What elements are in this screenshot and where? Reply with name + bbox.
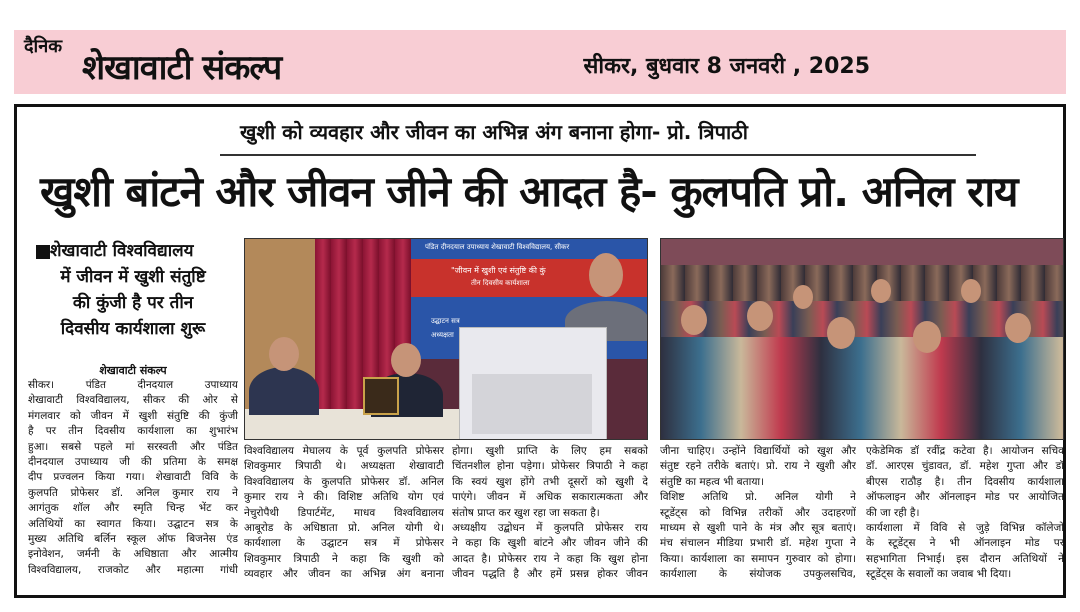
audience-row (661, 337, 1064, 440)
text-line: स्टूडेंट्स के सवालों का जवाब भी दिया। (866, 568, 1012, 581)
text-line: आगंतुक शॉल और स्मृति चिन्ह भेंट कर (28, 502, 238, 515)
text-line: ने कहा कि खुशी बांटने और जीवन जीने की (452, 537, 648, 550)
text-line: आदत है। प्रोफेसर राय ने कहा कि खुश होना (452, 552, 648, 565)
text-line: की जा रही है। (866, 506, 920, 519)
text-line: संतोष प्राप्त कर खुश रहा जा सकता है। (452, 506, 600, 519)
text-line: के स्टूडेंट्स ने भी ऑनलाइन मोड पर (866, 537, 1064, 550)
kicker-divider (220, 154, 976, 156)
text-line: अध्यक्षीय उद्बोधन में कुलपति प्रोफेसर राय (452, 521, 648, 534)
text-line: विशिष्ट अतिथि प्रो. अनिल योगी ने (660, 491, 856, 504)
subhead-line: में जीवन में खुशी संतुष्टि (60, 267, 206, 287)
masthead-small-title: दैनिक (24, 36, 63, 57)
text-line: संतुष्टि का महत्व भी बताया। (660, 475, 765, 488)
text-line: शिवकुमार त्रिपाठी थे। अध्यक्षता शेखावाटी (244, 460, 444, 473)
article-column-4 (660, 444, 856, 583)
text-line: कार्यशाला के संयोजक उपकुलसचिव, (660, 568, 856, 581)
article-kicker: खुशी को व्यवहार और जीवन का अभिन्न अंग बनाना होगा- प्रो. त्रिपाठी (240, 120, 748, 144)
text-line: विश्वविद्यालय, राजकोट और महात्मा गांधी (28, 563, 238, 576)
subhead-line: दिवसीय कार्यशाला शुरू (60, 319, 206, 339)
text-line: है पर तीन दिवसीय कार्यशाला का शुभारंभ (28, 425, 238, 438)
guest-head (269, 337, 299, 371)
article-column-3 (452, 444, 648, 583)
text-line: पाएंगे। जीवन में अधिक सकारात्मकता और (452, 491, 648, 504)
text-line: कुमार राय ने की। विशिष्ट अतिथि योग एवं (244, 491, 444, 504)
audience-row (661, 265, 1064, 305)
text-line: जीवन पद्धति है और हमें प्रसन्न होकर जीवन (452, 568, 648, 581)
text-line: मंच संचालन मीडिया प्रभारी डॉ. महेश गुप्ता ने (660, 537, 856, 550)
text-line: नेचुरोपैथी डिपार्टमेंट, माधव विश्वविद्यालय (244, 506, 444, 519)
article-column-5 (866, 444, 1064, 583)
masthead (14, 30, 1066, 94)
text-line: चिंतनशील होना पड़ेगा। प्रोफेसर त्रिपाठी ने कहा (452, 460, 648, 473)
text-line: विश्वविद्यालय के कुलपति प्रोफेसर डॉ. अनिल (244, 475, 444, 488)
text-line: मुख्य अतिथि बर्लिन स्कूल ऑफ बिजनेस एंड (28, 532, 238, 545)
text-line: कुलपति प्रोफेसर डॉ. अनिल कुमार राय ने (28, 486, 238, 499)
text-line: मंगलवार को जीवन में खुशी संतुष्टि की कुंजी (28, 409, 238, 422)
dateline: सीकर, बुधवार 8 जनवरी , 2025 (583, 54, 870, 79)
article-headline: खुशी बांटने और जीवन जीने की आदत है- कुलपति प्रो. अनिल राय (40, 167, 1018, 216)
text-line: कार्यशाला में विवि से जुड़े विभिन्न कॉलेजों (866, 521, 1064, 534)
text-line: दीनदयाल उपाध्याय जी की प्रतिमा के समक्ष (28, 455, 238, 468)
text-line: कि स्वयं खुश होंगे तभी दूसरों को खुशी दे (452, 475, 648, 488)
stage-photo (244, 238, 648, 440)
text-line: स्टूडेंट्स को विभिन्न तरीकों और उदाहरणों (660, 506, 856, 519)
guest-head (391, 343, 421, 377)
podium (459, 327, 607, 440)
text-line: बीएस राठौड़ है। तीन दिवसीय कार्यशाला (866, 475, 1064, 488)
text-line: जीना चाहिए। उन्होंने विद्यार्थियों को खुश और (660, 445, 856, 457)
article-column-1 (28, 378, 238, 578)
text-line: विश्वविद्यालय मेघालय के पूर्व कुलपति प्रोफेसर (244, 445, 444, 457)
text-line: आबूरोड के अधिष्ठाता प्रो. अनिल योगी थे। (244, 521, 444, 534)
audience-photo (660, 238, 1064, 440)
text-line: माध्यम से खुशी पाने के मंत्र और सूत्र बताएं। (660, 521, 856, 534)
text-line: कार्यशाला के उद्घाटन सत्र में प्रोफेसर (244, 537, 444, 550)
text-line: अतिथियों का स्वागत किया। उद्घाटन सत्र के (28, 517, 238, 530)
screen-text: तीन दिवसीय कार्यशाला (471, 279, 530, 287)
screen-text: पंडित दीनदयाल उपाध्याय शेखावाटी विश्वविद्यालय, सीकर (425, 243, 570, 251)
audience-row (661, 301, 1064, 341)
newspaper-name: शेखावाटी संकल्प (82, 48, 282, 88)
seated-guest (249, 367, 319, 415)
text-line: एकेडेमिक डॉ रवींद्र कटेवा है। आयोजन सचिव (866, 445, 1064, 457)
text-line: सीकर। पंडित दीनदयाल उपाध्याय (28, 379, 238, 391)
text-line: इनोवेशन, जर्मनी के अधिष्ठाता और आत्मीय (28, 548, 238, 561)
article-column-2 (244, 444, 444, 583)
text-line: सहभागिता निभाई। इस दौरान अतिथियों ने (866, 552, 1064, 565)
subhead-line: शेखावाटी विश्वविद्यालय (50, 241, 194, 261)
text-line: हुआ। सबसे पहले मां सरस्वती और पंडित (28, 440, 238, 453)
subhead-block (28, 238, 238, 358)
text-line: होगा। खुशी प्राप्ति के लिए हम सबको (452, 445, 648, 457)
byline: शेखावाटी संकल्प (99, 364, 167, 377)
text-line: किया। कार्यशाला का समापन गुरुवार को होगा। (660, 552, 856, 565)
memento-frame (363, 377, 399, 415)
text-line: शेखावाटी विश्वविद्यालय, सीकर की ओर से (28, 394, 238, 407)
text-line: संतुष्ट रहने तरीके बताएं। प्रो. राय ने खुशी और (660, 460, 856, 473)
screen-text: "जीवन में खुशी एवं संतुष्टि की कुं (451, 266, 546, 275)
text-line: दीप प्रज्वलन किया गया। शेखावाटी विवि के (28, 471, 238, 484)
screen-text: उद्घाटन सत्र (431, 317, 460, 325)
speaker-head (589, 253, 623, 297)
screen-text: अध्यक्षता (431, 331, 454, 339)
subhead-line: की कुंजी है पर तीन (72, 293, 194, 313)
text-line: शिवकुमार त्रिपाठी ने कहा कि खुशी को (244, 552, 444, 565)
text-line: ऑफलाइन और ऑनलाइन मोड पर आयोजित (866, 491, 1064, 504)
text-line: व्यवहार और जीवन का अभिन्न अंग बनाना (244, 568, 444, 581)
text-line: डॉ. आरएस चुंडावत, डॉ. महेश गुप्ता और डॉ (866, 460, 1064, 473)
